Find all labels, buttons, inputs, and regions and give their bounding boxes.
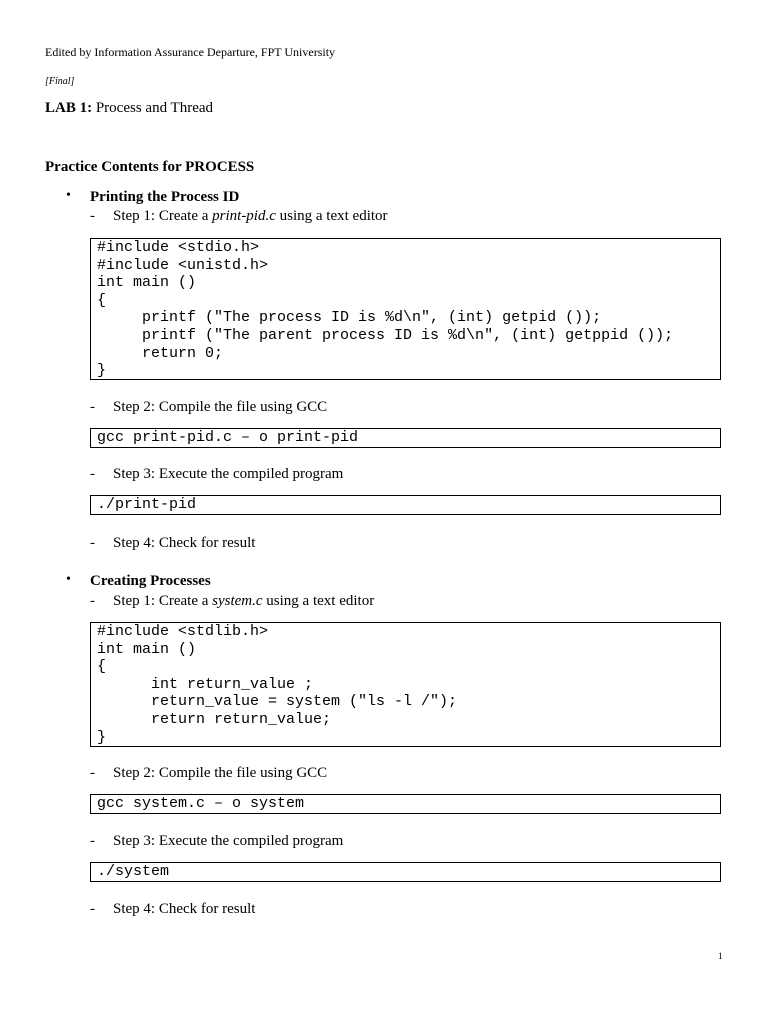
step-2: - Step 2: Compile the file using GCC — [90, 765, 328, 781]
step-4: - Step 4: Check for result — [90, 535, 256, 551]
step-1: - Step 1: Create a print-pid.c using a text editor — [90, 208, 388, 224]
section-heading: Practice Contents for PROCESS — [45, 159, 255, 175]
code-line: #include <stdio.h> — [97, 239, 260, 256]
code-block-system — [90, 622, 721, 747]
code-line: int main () — [97, 274, 197, 292]
code-line: int return_value ; — [97, 675, 314, 693]
code-block-execute — [90, 862, 721, 882]
code-line: printf ("The process ID is %d\n", (int) getpid ()); — [97, 309, 602, 327]
code-line: gcc print-pid.c – o print-pid — [97, 429, 359, 446]
step-3: - Step 3: Execute the compiled program — [90, 466, 344, 482]
code-block-compile — [90, 794, 721, 814]
code-line: #include <unistd.h> — [97, 256, 269, 274]
page-number: 1 — [718, 951, 723, 961]
bullet-icon: • — [66, 188, 71, 203]
step-3: - Step 3: Execute the compiled program — [90, 833, 344, 849]
code-block-print-pid — [90, 238, 721, 380]
code-line: } — [97, 728, 107, 746]
code-line: #include <stdlib.h> — [97, 623, 269, 640]
code-line: } — [97, 362, 107, 380]
document-header: Edited by Information Assurance Departure, FPT University — [45, 45, 336, 59]
lab-title — [45, 100, 213, 117]
code-block-execute — [90, 495, 721, 515]
code-line: { — [97, 658, 107, 676]
file-name: print-pid.c — [212, 208, 276, 224]
bullet-title-print-pid: Printing the Process ID — [90, 189, 240, 205]
code-line: gcc system.c – o system — [97, 795, 305, 812]
code-line: { — [97, 291, 107, 309]
code-line: return_value = system ("ls -l /"); — [97, 693, 458, 711]
step-1: - Step 1: Create a system.c using a text editor — [90, 593, 375, 609]
bullet-title-creating-processes: Creating Processes — [90, 573, 211, 589]
lab-label: LAB 1: — [45, 100, 93, 116]
code-line: ./system — [97, 863, 170, 880]
code-line: printf ("The parent process ID is %d\n", (int) getppid ()); — [97, 326, 674, 344]
code-line: return return_value; — [97, 710, 332, 728]
step-4: - Step 4: Check for result — [90, 901, 256, 917]
bullet-icon: • — [66, 572, 71, 587]
code-line: ./print-pid — [97, 496, 197, 513]
code-line: return 0; — [97, 344, 224, 362]
status-tag: [Final] — [45, 76, 75, 87]
code-line: int main () — [97, 640, 197, 658]
step-2: - Step 2: Compile the file using GCC — [90, 399, 328, 415]
lab-name: Process and Thread — [92, 100, 214, 116]
file-name: system.c — [212, 593, 263, 609]
code-block-compile — [90, 428, 721, 448]
